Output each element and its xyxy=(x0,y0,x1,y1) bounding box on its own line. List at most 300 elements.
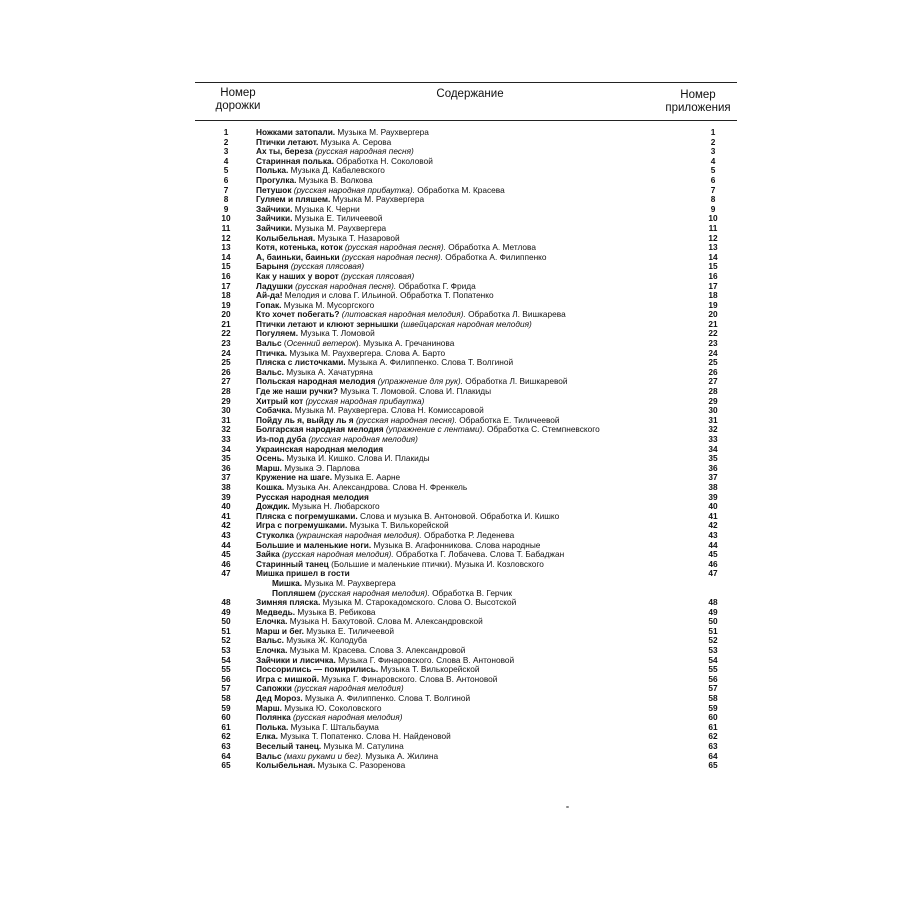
appendix-number: 42 xyxy=(708,520,718,531)
entry-credits: Музыка М. Раухвергера. Слова А. Барто xyxy=(287,348,446,358)
entry-title: Осень. xyxy=(256,454,285,464)
table-row xyxy=(0,646,900,656)
appendix-number: 63 xyxy=(708,741,718,751)
track-number: 33 xyxy=(221,434,231,444)
table-row xyxy=(0,253,900,263)
entry-text xyxy=(256,694,686,704)
table-row xyxy=(0,138,900,148)
entry-credits: Обработка М. Красева xyxy=(415,185,505,195)
table-row xyxy=(0,493,900,503)
entry-title: Птички летают. xyxy=(256,137,319,147)
entry-credits: Обработка Г. Лобачева. Слова Т. Бабаджан xyxy=(393,550,565,560)
entry-title: Петушок xyxy=(256,185,292,195)
entry-credits: Музыка Т. Попатенко. Слова Н. Найденовой xyxy=(277,732,451,742)
track-number: 15 xyxy=(221,261,231,272)
appendix-number: 36 xyxy=(708,462,718,473)
header-contents: Содержание xyxy=(436,88,504,100)
entry-credits: Музыка А. Серова xyxy=(318,137,392,147)
track-number: 56 xyxy=(221,673,231,684)
entry-credits: Музыка М. Красева. Слова З. Александровой xyxy=(287,646,466,656)
entry-note: (литовская народная мелодия). xyxy=(339,310,466,320)
entry-credits: Музыка В. Ребикова xyxy=(295,607,376,617)
entry-text xyxy=(256,608,686,618)
entry-note: (упражнение для рук). xyxy=(375,377,463,387)
entry-credits: Музыка В. Агафонникова. Слова народные xyxy=(371,540,541,550)
table-row xyxy=(0,186,900,196)
table-row xyxy=(0,195,900,205)
entry-text xyxy=(256,732,686,742)
appendix-number: 60 xyxy=(708,712,718,723)
entry-credits: Музыка И. Кишко. Слова И. Плакиды xyxy=(284,454,430,464)
entry-credits: Музыка М. Раухвергера xyxy=(335,128,429,137)
entry-title: Марш и бег. xyxy=(256,626,304,636)
entry-title: Прогулка. xyxy=(256,175,297,185)
table-row xyxy=(0,377,900,387)
entry-text xyxy=(272,589,702,599)
appendix-number: 44 xyxy=(708,539,718,550)
table-row xyxy=(0,502,900,512)
entry-credits: Музыка Т. Ломовой xyxy=(298,329,375,339)
appendix-number: 39 xyxy=(708,491,718,502)
entry-credits: Музыка М. Раухвергера xyxy=(330,195,425,205)
table-row xyxy=(0,301,900,311)
track-number: 5 xyxy=(223,165,229,176)
entry-text xyxy=(256,262,686,272)
table-row xyxy=(0,435,900,445)
track-number: 10 xyxy=(221,213,231,224)
top-rule xyxy=(195,82,737,83)
table-row xyxy=(0,608,900,618)
appendix-number: 1 xyxy=(710,127,716,137)
track-number: 8 xyxy=(223,194,229,205)
track-number: 38 xyxy=(221,481,231,492)
appendix-number: 19 xyxy=(708,299,718,310)
entry-text xyxy=(256,713,686,723)
entry-text xyxy=(256,636,686,646)
entry-text xyxy=(256,531,686,541)
entry-text xyxy=(256,301,686,311)
header-track-number: Номер дорожки xyxy=(215,87,261,112)
table-row xyxy=(0,704,900,714)
table-row xyxy=(0,665,900,675)
appendix-number: 4 xyxy=(710,155,716,166)
entry-title: Кто хочет побегать? xyxy=(256,310,340,320)
table-row xyxy=(0,694,900,704)
track-number: 29 xyxy=(221,395,231,406)
appendix-number: 33 xyxy=(708,434,718,444)
entry-text xyxy=(256,329,686,339)
table-row xyxy=(0,636,900,646)
table-row xyxy=(0,656,900,666)
track-number: 65 xyxy=(221,760,231,771)
entry-text xyxy=(256,128,686,138)
table-row xyxy=(0,589,900,599)
header-rule xyxy=(195,120,737,121)
table-row xyxy=(0,406,900,416)
entry-note: (русская народная песня) xyxy=(312,147,414,157)
entry-title: Ай-да! xyxy=(256,291,283,301)
track-number: 9 xyxy=(223,203,229,214)
entry-note: (русская народная песня). xyxy=(339,252,443,262)
track-number: 47 xyxy=(221,568,231,579)
entry-credits: Мелодия и слова Г. Ильиной. Обработка Т. Попатенко xyxy=(282,291,494,301)
track-number: 13 xyxy=(221,242,231,253)
table-row xyxy=(0,272,900,282)
appendix-number: 5 xyxy=(710,165,716,176)
entry-text xyxy=(256,387,686,397)
entry-note: (русская народная прибаутка). xyxy=(291,185,415,195)
table-row xyxy=(0,397,900,407)
entry-title: Колыбельная. xyxy=(256,761,316,771)
appendix-number: 28 xyxy=(708,386,718,397)
entry-text xyxy=(256,368,686,378)
entry-title: Зайчики. xyxy=(256,204,293,214)
entry-text xyxy=(256,205,686,215)
entry-title: Стуколка xyxy=(256,530,294,540)
contents-list xyxy=(0,128,900,771)
track-number: 41 xyxy=(221,510,231,521)
appendix-number: 57 xyxy=(708,683,718,694)
entry-text xyxy=(256,234,686,244)
entry-text xyxy=(256,416,686,426)
entry-text xyxy=(256,598,686,608)
entry-note: (махи руками и бег). xyxy=(281,751,364,761)
track-number: 4 xyxy=(223,155,229,166)
table-row xyxy=(0,234,900,244)
entry-text xyxy=(256,358,686,368)
appendix-number: 52 xyxy=(708,635,718,646)
entry-credits: Музыка Е. Аарне xyxy=(332,473,401,483)
entry-title: Польская народная мелодия xyxy=(256,377,376,387)
entry-title: Полянка xyxy=(256,713,291,723)
track-number: 48 xyxy=(221,597,231,608)
entry-title: Мишка. xyxy=(272,578,302,588)
entry-text xyxy=(256,214,686,224)
appendix-number: 53 xyxy=(708,645,718,656)
entry-title: Ладушки xyxy=(256,281,293,291)
entry-title: Зайка xyxy=(256,550,280,560)
entry-credits: Музыка Т. Ломовой. Слова И. Плакиды xyxy=(337,387,492,397)
entry-title: Котя, котенька, коток xyxy=(256,243,343,253)
table-row xyxy=(0,416,900,426)
entry-title: Попляшем xyxy=(272,588,316,598)
header-appendix-number: Номер приложения xyxy=(665,89,731,114)
table-row xyxy=(0,598,900,608)
entry-note: (русская народная мелодия). xyxy=(315,588,430,598)
entry-credits: Обработка А. Филиппенко xyxy=(442,252,547,262)
entry-title: Старинный танец xyxy=(256,559,329,569)
entry-title: Пойду ль я, выйду ль я xyxy=(256,415,354,425)
entry-title: А, баиньки, баиньки xyxy=(256,252,340,262)
entry-credits: Музыка К. Черни xyxy=(292,204,360,214)
track-number: 50 xyxy=(221,616,231,627)
appendix-number: 11 xyxy=(708,222,718,233)
appendix-number: 50 xyxy=(708,616,718,627)
entry-text xyxy=(256,473,686,483)
track-number: 42 xyxy=(221,520,231,531)
track-number: 17 xyxy=(221,280,231,291)
entry-note: Осенний ветерок xyxy=(286,339,356,349)
appendix-number: 26 xyxy=(708,366,718,377)
appendix-number: 15 xyxy=(708,261,718,272)
entry-credits: Обработка С. Стемпневского xyxy=(484,425,600,435)
entry-credits: ). Музыка А. Гречанинова xyxy=(355,339,455,349)
track-number: 45 xyxy=(221,549,231,560)
appendix-number: 64 xyxy=(708,750,718,761)
table-row xyxy=(0,157,900,167)
entry-note: (русская народная мелодия) xyxy=(291,684,404,694)
track-number: 19 xyxy=(221,299,231,310)
entry-text xyxy=(256,483,686,493)
entry-credits: Музыка Ан. Александрова. Слова Н. Френкель xyxy=(284,482,468,492)
track-number: 23 xyxy=(221,338,231,349)
track-number: 46 xyxy=(221,558,231,569)
entry-note: (русская народная песня). xyxy=(292,281,397,291)
table-row xyxy=(0,464,900,474)
track-number: 26 xyxy=(221,366,231,377)
entry-credits: Музыка М. Раухвергера xyxy=(302,578,396,588)
track-number: 34 xyxy=(221,443,231,454)
track-number: 14 xyxy=(221,251,231,262)
appendix-number: 59 xyxy=(708,702,718,713)
appendix-number: 47 xyxy=(708,568,718,579)
entry-text xyxy=(256,138,686,148)
entry-text xyxy=(256,186,686,196)
entry-credits: Музыка М. Раухвергера. Слова Н. Комиссаровой xyxy=(292,406,484,416)
table-row xyxy=(0,320,900,330)
track-number: 16 xyxy=(221,270,231,281)
appendix-number: 46 xyxy=(708,558,718,569)
table-row xyxy=(0,214,900,224)
entry-credits: Музыка Е. Тиличеевой xyxy=(304,626,395,636)
table-row xyxy=(0,349,900,359)
table-row xyxy=(0,761,900,771)
table-row xyxy=(0,291,900,301)
appendix-number: 38 xyxy=(708,481,718,492)
entry-text xyxy=(256,464,686,474)
entry-text xyxy=(256,569,686,579)
entry-title: Большие и маленькие ноги. xyxy=(256,540,372,550)
entry-title: Ножками затопали. xyxy=(256,128,336,137)
entry-text xyxy=(256,560,686,570)
table-row xyxy=(0,512,900,522)
appendix-number: 65 xyxy=(708,760,718,771)
appendix-number: 41 xyxy=(708,510,718,521)
entry-credits: Обработка А. Метлова xyxy=(445,243,536,253)
entry-title: Колыбельная. xyxy=(256,233,316,243)
appendix-number: 17 xyxy=(708,280,718,291)
entry-text xyxy=(256,723,686,733)
track-number: 32 xyxy=(221,424,231,435)
entry-text xyxy=(256,147,686,157)
table-row xyxy=(0,368,900,378)
entry-title: Елочка. xyxy=(256,617,288,627)
entry-text xyxy=(256,675,686,685)
table-row xyxy=(0,531,900,541)
appendix-number: 61 xyxy=(708,721,718,732)
entry-text xyxy=(256,742,686,752)
track-number: 57 xyxy=(221,683,231,694)
track-number: 1 xyxy=(223,127,229,137)
table-row xyxy=(0,425,900,435)
track-number: 24 xyxy=(221,347,231,358)
entry-text xyxy=(256,512,686,522)
appendix-number: 32 xyxy=(708,424,718,435)
track-number: 31 xyxy=(221,414,231,425)
entry-title: Вальс xyxy=(256,339,282,349)
entry-credits: Музыка Т. Вилькорейской xyxy=(378,665,480,675)
appendix-number: 30 xyxy=(708,405,718,416)
appendix-number: 13 xyxy=(708,242,718,253)
entry-title: Украинская народная мелодия xyxy=(256,444,384,454)
entry-title: Мишка пришел в гости xyxy=(256,569,350,579)
entry-text xyxy=(256,176,686,186)
appendix-number: 23 xyxy=(708,338,718,349)
entry-title: Где же наши ручки? xyxy=(256,387,338,397)
appendix-number: 16 xyxy=(708,270,718,281)
track-number: 53 xyxy=(221,645,231,656)
entry-credits: Музыка Т. Вилькорейской xyxy=(347,521,449,531)
entry-note: (русская народная песня). xyxy=(342,243,446,253)
entry-credits: (Большие и маленькие птички). Музыка И. Козловского xyxy=(328,559,544,569)
entry-note: (швейцарская народная мелодия) xyxy=(398,319,532,329)
track-number: 22 xyxy=(221,328,231,339)
entry-title: Вальс. xyxy=(256,367,284,377)
entry-credits: Музыка М. Мусоргского xyxy=(281,300,375,310)
appendix-number: 2 xyxy=(710,136,716,147)
entry-text xyxy=(256,521,686,531)
entry-credits: Музыка Н. Бахутовой. Слова М. Александровской xyxy=(287,617,483,627)
entry-title: Полька. xyxy=(256,166,289,176)
track-number: 28 xyxy=(221,386,231,397)
table-row xyxy=(0,473,900,483)
entry-credits: Музыка А. Филиппенко. Слова Т. Волгиной xyxy=(345,358,514,368)
table-row xyxy=(0,224,900,234)
entry-text xyxy=(256,454,686,464)
track-number: 37 xyxy=(221,472,231,483)
appendix-number: 7 xyxy=(710,184,716,195)
track-number: 51 xyxy=(221,625,231,636)
table-row xyxy=(0,752,900,762)
entry-credits: Музыка Ю. Соколовского xyxy=(281,703,382,713)
entry-credits: Обработка Г. Фрида xyxy=(396,281,476,291)
entry-credits: Музыка А. Филиппенко. Слова Т. Волгиной xyxy=(302,694,471,704)
entry-text xyxy=(256,502,686,512)
speck-mark xyxy=(566,806,569,808)
track-number: 49 xyxy=(221,606,231,617)
entry-credits: Обработка Р. Леденева xyxy=(421,530,515,540)
entry-title: Собачка. xyxy=(256,406,293,416)
appendix-number: 40 xyxy=(708,501,718,512)
entry-credits: Обработка Л. Вишкарева xyxy=(465,310,566,320)
entry-credits: Музыка В. Волкова xyxy=(296,175,373,185)
entry-text xyxy=(256,445,686,455)
entry-text xyxy=(256,397,686,407)
entry-text xyxy=(256,243,686,253)
track-number: 62 xyxy=(221,731,231,742)
entry-text xyxy=(256,291,686,301)
entry-credits: Музыка А. Жилина xyxy=(363,751,439,761)
appendix-number: 22 xyxy=(708,328,718,339)
entry-text xyxy=(256,310,686,320)
entry-text xyxy=(256,282,686,292)
track-number: 54 xyxy=(221,654,231,665)
entry-credits: Музыка М. Сатулина xyxy=(321,742,404,751)
entry-credits: Музыка Т. Назаровой xyxy=(315,233,400,243)
appendix-number: 21 xyxy=(708,318,718,329)
table-row xyxy=(0,617,900,627)
table-row xyxy=(0,541,900,551)
entry-note: (русская народная мелодия) xyxy=(306,435,418,444)
entry-title: Старинная полька. xyxy=(256,156,334,166)
table-row xyxy=(0,684,900,694)
entry-title: Зайчики. xyxy=(256,214,293,224)
table-row xyxy=(0,675,900,685)
track-number: 20 xyxy=(221,309,231,320)
appendix-number: 14 xyxy=(708,251,718,262)
appendix-number: 25 xyxy=(708,357,718,368)
entry-credits: Обработка Л. Вишкаревой xyxy=(462,377,568,387)
table-row xyxy=(0,550,900,560)
appendix-number: 51 xyxy=(708,625,718,636)
entry-note: (русская народная мелодия). xyxy=(279,550,394,560)
table-row xyxy=(0,569,900,579)
entry-credits: Музыка Е. Тиличеевой xyxy=(292,214,383,224)
appendix-number: 35 xyxy=(708,453,718,464)
entry-text xyxy=(256,377,686,387)
entry-title: Как у наших у ворот xyxy=(256,271,339,281)
entry-credits: Обработка Н. Соколовой xyxy=(333,156,433,166)
table-row xyxy=(0,147,900,157)
entry-title: Из-под дуба xyxy=(256,435,307,444)
entry-title: Ах ты, береза xyxy=(256,147,313,157)
table-row xyxy=(0,732,900,742)
entry-note: (русская плясовая) xyxy=(288,262,365,272)
track-number: 60 xyxy=(221,712,231,723)
entry-title: Сапожки xyxy=(256,684,292,694)
appendix-number: 54 xyxy=(708,654,718,665)
entry-title: Елка. xyxy=(256,732,278,742)
entry-credits: Музыка Г. Финаровского. Слова В. Антоновой xyxy=(319,674,498,684)
entry-title: Болгарская народная мелодия xyxy=(256,425,384,435)
track-number: 7 xyxy=(223,184,229,195)
entry-text xyxy=(256,224,686,234)
entry-title: Марш. xyxy=(256,703,282,713)
entry-credits: Обработка В. Герчик xyxy=(429,588,512,598)
entry-title: Русская народная мелодия xyxy=(256,492,369,502)
entry-title: Кошка. xyxy=(256,482,285,492)
entry-text xyxy=(256,550,686,560)
track-number: 63 xyxy=(221,741,231,751)
table-row xyxy=(0,560,900,570)
entry-note: (русская народная песня). xyxy=(353,415,457,425)
appendix-number: 62 xyxy=(708,731,718,742)
appendix-number: 24 xyxy=(708,347,718,358)
entry-credits: Музыка Э. Парлова xyxy=(281,463,360,473)
table-row xyxy=(0,742,900,752)
track-number: 11 xyxy=(221,222,231,233)
appendix-number: 9 xyxy=(710,203,716,214)
track-number: 6 xyxy=(223,174,229,185)
entry-title: Зимняя пляска. xyxy=(256,598,321,608)
entry-text xyxy=(256,646,686,656)
entry-credits: Музыка Н. Любарского xyxy=(289,502,380,512)
entry-text xyxy=(256,665,686,675)
entry-credits: Музыка Д. Кабалевского xyxy=(288,166,385,176)
track-number: 30 xyxy=(221,405,231,416)
entry-title: Птички летают и клюют зернышки xyxy=(256,319,399,329)
appendix-number: 3 xyxy=(710,146,716,157)
